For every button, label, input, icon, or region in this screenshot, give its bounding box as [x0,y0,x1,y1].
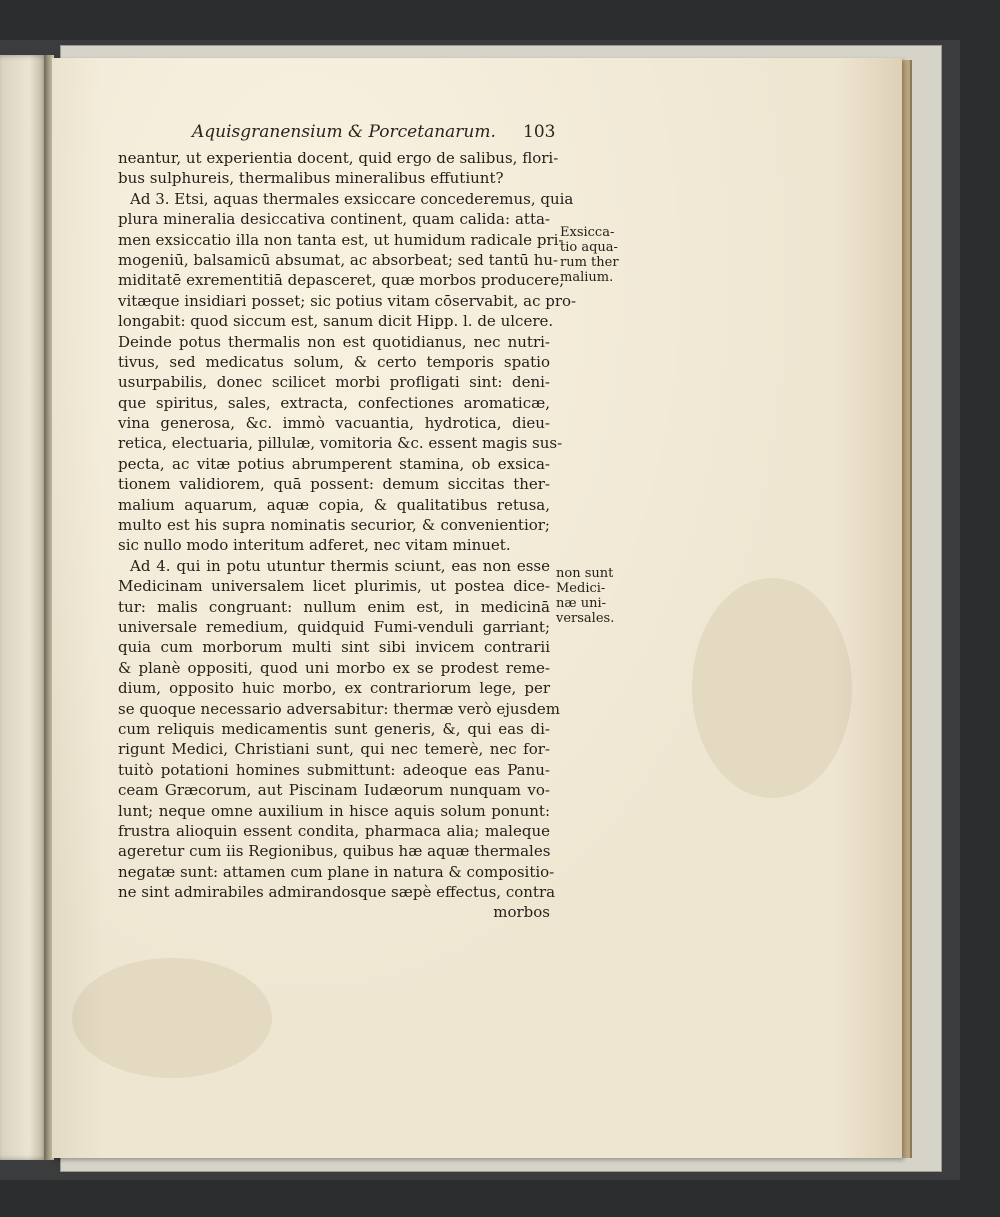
margin-note-line: Exsicca- [560,225,615,240]
text-line: mogeniū, balsamicū absumat, ac absorbeat; sed tantū hu- [118,250,559,269]
text-line: pecta, ac vitæ potius abrumperent stamina, ob exsica- [118,454,550,473]
margin-note-exsiccatio [560,225,630,285]
text-line: sic nullo modo interitum adferet, nec vitam minuet. [118,536,511,555]
margin-note-line: tio aqua- [560,240,618,255]
text-line: neantur, ut experientia docent, quid ergo de salibus, flori- [118,149,559,167]
margin-note-line: rum ther [560,255,619,270]
text-line: ceam Græcorum, aut Piscinam Iudæorum nunquam vo- [118,781,550,800]
margin-note-line: versales. [556,611,615,626]
text-line: universale remedium, quidquid Fumi-venduli garriant; [118,617,550,636]
text-line: Ad 3. Etsi, aquas thermales exsiccare concederemus, quia [130,189,574,208]
text-line: se quoque necessario adversabitur: thermæ verò ejusdem [118,699,560,718]
text-line: men exsiccatio illa non tanta est, ut humidum radicale pri- [118,230,564,249]
margin-note-line: næ uni- [556,596,607,611]
text-line: tuitò potationi homines submittunt: adeoque eas Panu- [118,760,550,779]
text-line: & planè oppositi, quod uni morbo ex se prodest reme- [118,658,550,677]
text-line: vitæque insidiari posset; sic potius vitam cōservabit, ac pro- [118,291,577,310]
text-line: rigunt Medici, Christiani sunt, qui nec temerè, nec for- [118,740,550,759]
text-line: malium aquarum, aquæ copia, & qualitatibus retusa, [118,495,550,514]
left-page-edge [0,55,48,1160]
text-line: ne sint admirabiles admirandosque sæpè effectus, contra [118,883,556,902]
page-number: 103 [523,122,556,142]
text-line: tivus, sed medicatus solum, & certo temporis spatio [118,352,550,371]
text-line: quia cum morborum multi sint sibi invicem contrarii [118,638,550,657]
text-line: que spiritus, sales, extracta, confectiones aromaticæ, [118,393,550,412]
text-line: longabit: quod siccum est, sanum dicit Hipp. l. de ulcere. [118,312,554,331]
text-line: dium, opposito huic morbo, ex contrariorum lege, per [118,679,550,698]
text-line: lunt; neque omne auxilium in hisce aquis solum ponunt: [118,801,550,820]
text-line: cum reliquis medicamentis sunt generis, &, qui eas di- [118,719,550,738]
page-stain [692,578,852,798]
text-line: Ad 4. qui in potu utuntur thermis sciunt, eas non esse [130,556,550,575]
text-line: Deinde potus thermalis non est quotidianus, nec nutri- [118,332,550,351]
margin-note-non-sunt [556,566,626,626]
catchword: morbos [493,903,550,922]
text-line: tionem validiorem, quā possent: demum siccitas ther- [118,475,550,494]
text-line: plura mineralia desiccativa continent, quam calida: atta- [118,210,550,229]
body-text [118,148,577,923]
text-line: tur: malis congruant: nullum enim est, in medicinā [118,597,550,616]
text-line: Medicinam universalem licet plurimis, ut postea dice- [118,577,550,596]
text-line: bus sulphureis, thermalibus mineralibus effutiunt? [118,169,504,188]
running-title: Aquisgranensium & Porcetanarum. [192,122,496,142]
text-line: usurpabilis, donec scilicet morbi profligati sint: deni- [118,373,550,392]
margin-note-line: Medici- [556,581,606,596]
page-stain [72,958,272,1078]
text-line: retica, electuaria, pillulæ, vomitoria &c. essent magis sus- [118,434,563,453]
margin-note-line: non sunt [556,566,614,581]
margin-note-line: malium. [560,270,614,285]
text-line: multo est his supra nominatis securior, & convenientior; [118,516,550,535]
text-line: miditatē exrementitiā depasceret, quæ morbos producere, [118,271,564,290]
text-line: negatæ sunt: attamen cum plane in natura & compositio- [118,862,555,881]
text-line: ageretur cum iis Regionibus, quibus hæ aquæ thermales [118,842,551,861]
text-line: frustra alioquin essent condita, pharmaca alia; maleque [118,821,550,840]
text-line: vina generosa, &c. immò vacuantia, hydrotica, dieu- [118,414,550,433]
